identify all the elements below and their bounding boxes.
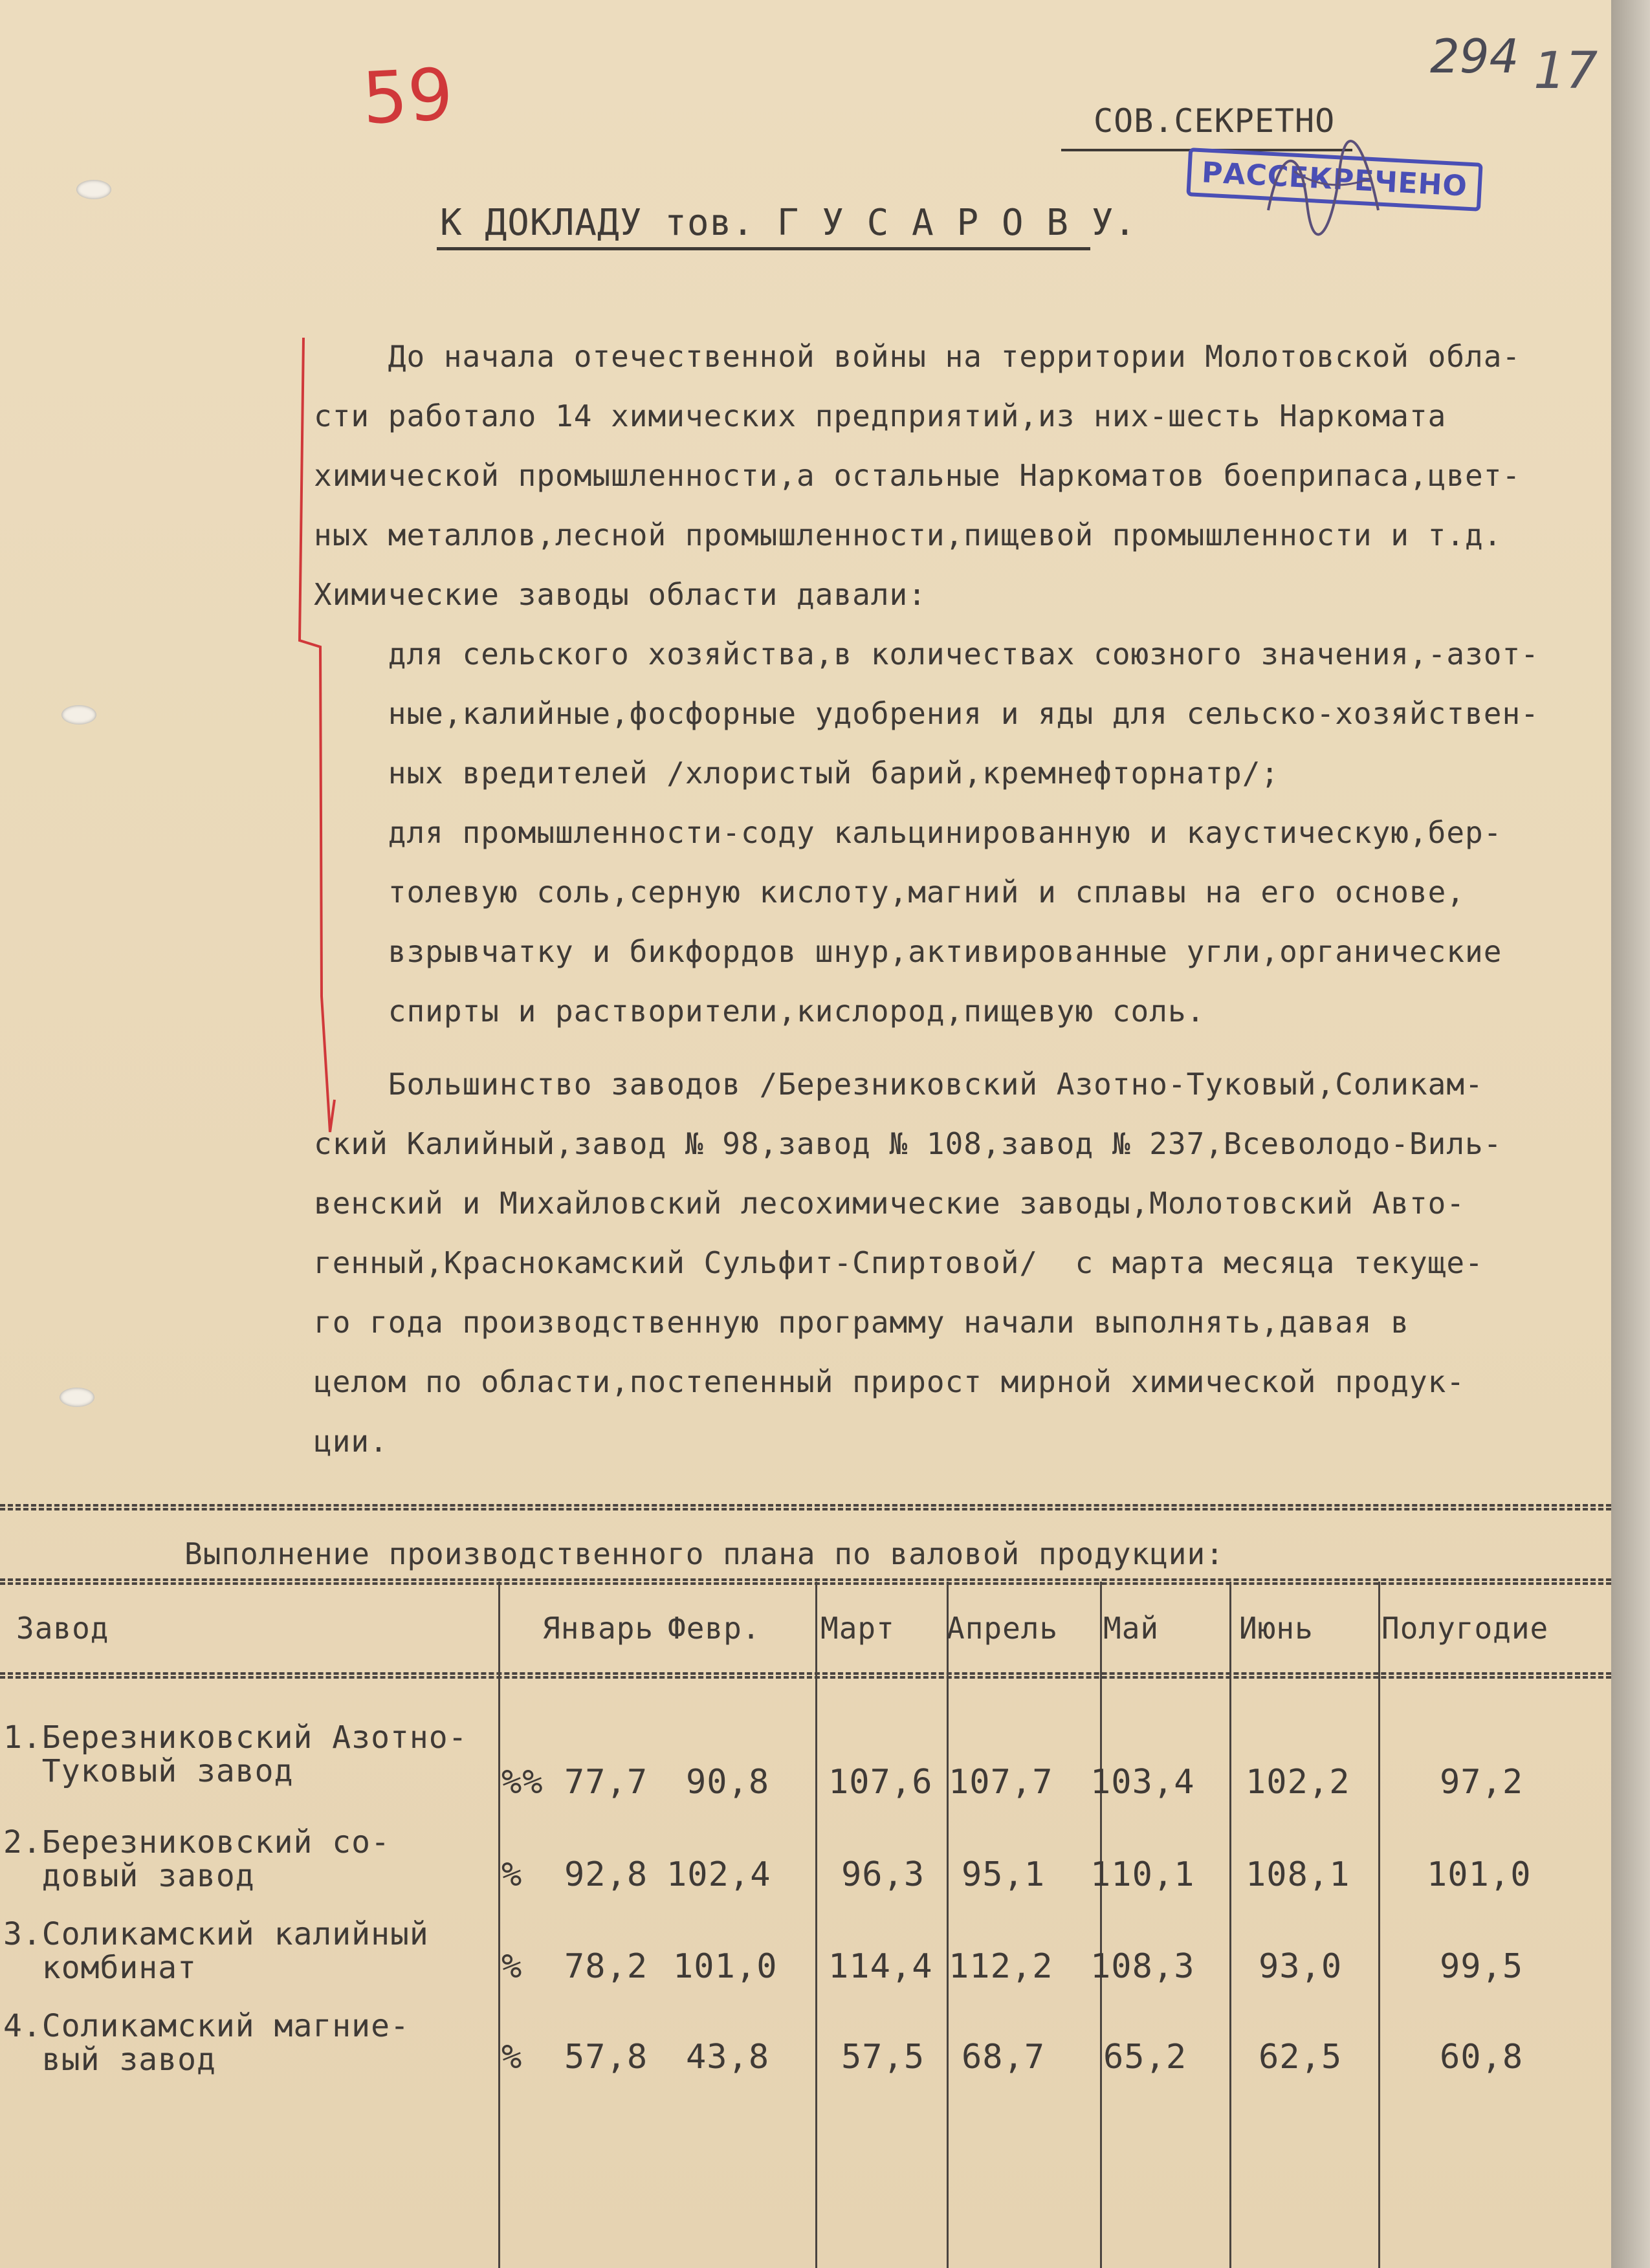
value-cell: 97,2 [1440,1763,1524,1802]
unit-cell: % [501,1947,523,1986]
table-row-name [3,1917,429,1985]
table-column-rule [815,1582,817,2268]
value-cell: 107,6 [828,1763,933,1802]
value-cell: 43,8 [686,2038,770,2077]
paragraph-intro [314,327,1539,1041]
value-cell: 101,0 [1427,1855,1532,1894]
text-line: венский и Михайловский лесохимические заводы,Молотовский Авто- [314,1186,1466,1221]
value-cell: 90,8 [686,1763,770,1802]
table-column-rule [1100,1582,1102,2268]
dashed-separator [0,1578,1611,1585]
column-header-factory: Завод [16,1611,109,1646]
column-header-april: Апрель [947,1611,1059,1646]
value-cell: 108,3 [1090,1947,1195,1986]
text-line: ции. [314,1424,388,1459]
table-column-rule [1229,1582,1231,2268]
value-cell: 101,0 [673,1947,778,1986]
text-line: генный,Краснокамский Сульфит-Спиртовой/ с марта месяца текуще- [314,1245,1484,1280]
value-cell: 95,1 [962,1855,1046,1894]
unit-cell: % [501,1855,523,1894]
dashed-separator [0,1672,1611,1679]
scan-edge [1611,0,1650,2268]
row-name-line: Туковый завод [3,1753,294,1789]
value-cell: 62,5 [1259,2038,1343,2077]
row-name-line: 4.Соликамский магние- [3,2008,410,2044]
column-header-june: Июнь [1239,1611,1314,1646]
dashed-separator [0,1504,1611,1510]
text-line: спирты и растворители,кислород,пищевую соль. [314,994,1205,1029]
text-line: сти работало 14 химических предприятий,из них-шесть Наркомата [314,398,1447,433]
row-name-line: вый завод [3,2042,216,2078]
handwritten-page-number: 59 [360,52,456,140]
paragraph-factories [314,1054,1502,1471]
table-column-rule [498,1582,500,2268]
binder-hole [76,180,111,199]
row-name-line: 2.Березниковский со- [3,1824,390,1860]
value-cell: 57,8 [564,2038,648,2077]
value-cell: 77,7 [564,1763,648,1802]
value-cell: 57,5 [841,2038,925,2077]
text-line: химической промышленности,а остальные Наркоматов боеприпаса,цвет- [314,458,1521,493]
table-title: Выполнение производственного плана по валовой продукции: [184,1536,1224,1571]
column-header-half-year: Полугодие [1381,1611,1549,1646]
column-header-march: Март [820,1611,895,1646]
text-line: ский Калийный,завод № 98,завод № 108,завод № 237,Всеволодо-Виль- [314,1126,1502,1161]
value-cell: 65,2 [1103,2038,1187,2077]
row-name-line: комбинат [3,1950,197,1986]
value-cell: 102,2 [1246,1763,1350,1802]
value-cell: 107,7 [949,1763,1053,1802]
text-line: ных металлов,лесной промышленности,пищевой промышленности и т.д. [314,518,1502,552]
text-line: До начала отечественной войны на территории Молотовской обла- [314,339,1521,374]
text-line: для сельского хозяйства,в количествах союзного значения,-азот- [314,637,1539,671]
text-line: целом по области,постепенный прирост мирной химической продук- [314,1364,1466,1399]
value-cell: 102,4 [666,1855,771,1894]
binder-hole [60,1388,94,1407]
table-column-rule [1378,1582,1380,2268]
text-line: Химические заводы области давали: [314,577,927,612]
archive-folio-number-2: 17 [1534,42,1598,100]
value-cell: 78,2 [564,1947,648,1986]
value-cell: 103,4 [1090,1763,1195,1802]
text-line: толевую соль,серную кислоту,магний и сплавы на его основе, [314,875,1466,910]
archive-folio-number: 294 [1430,29,1519,83]
value-cell: 96,3 [841,1855,925,1894]
row-name-line: 3.Соликамский калийный [3,1916,429,1952]
column-header-january: Январь [542,1611,654,1646]
secrecy-marking: СОВ.СЕКРЕТНО [1094,102,1336,140]
text-line: ных вредителей /хлористый барий,кремнефторнатр/; [314,756,1280,791]
value-cell: 60,8 [1440,2038,1524,2077]
table-row-name [3,2009,410,2077]
value-cell: 108,1 [1246,1855,1350,1894]
row-name-line: 1.Березниковский Азотно- [3,1719,468,1756]
value-cell: 99,5 [1440,1947,1524,1986]
ink-signature-scribble [1255,133,1398,243]
text-line: го года производственную программу начали выполнять,давая в [314,1305,1409,1340]
value-cell: 110,1 [1090,1855,1195,1894]
row-name-line: довый завод [3,1858,255,1894]
table-row-name [3,1826,390,1893]
value-cell: 114,4 [828,1947,933,1986]
table-column-rule [947,1582,949,2268]
table-row-name [3,1721,468,1788]
column-header-may: Май [1103,1611,1160,1646]
text-line: взрывчатку и бикфордов шнур,активированные угли,органические [314,934,1502,969]
document-title: К ДОКЛАДУ тов. Г У С А Р О В У. [440,202,1137,244]
title-underline [437,247,1090,250]
text-line: Большинство заводов /Березниковский Азотно-Туковый,Соликам- [314,1067,1484,1102]
value-cell: 68,7 [962,2038,1046,2077]
value-cell: 112,2 [949,1947,1053,1986]
value-cell: 92,8 [564,1855,648,1894]
declassified-stamp: РАССЕКРЕЧЕНО [1186,147,1482,212]
text-line: для промышленности-соду кальцинированную и каустическую,бер- [314,815,1502,850]
binder-hole [61,705,96,725]
unit-cell: % [501,2038,523,2077]
text-line: ные,калийные,фосфорные удобрения и яды для сельско-хозяйствен- [314,696,1539,731]
unit-cell: %% [501,1763,544,1802]
value-cell: 93,0 [1259,1947,1343,1986]
column-header-february: Февр. [668,1611,761,1646]
